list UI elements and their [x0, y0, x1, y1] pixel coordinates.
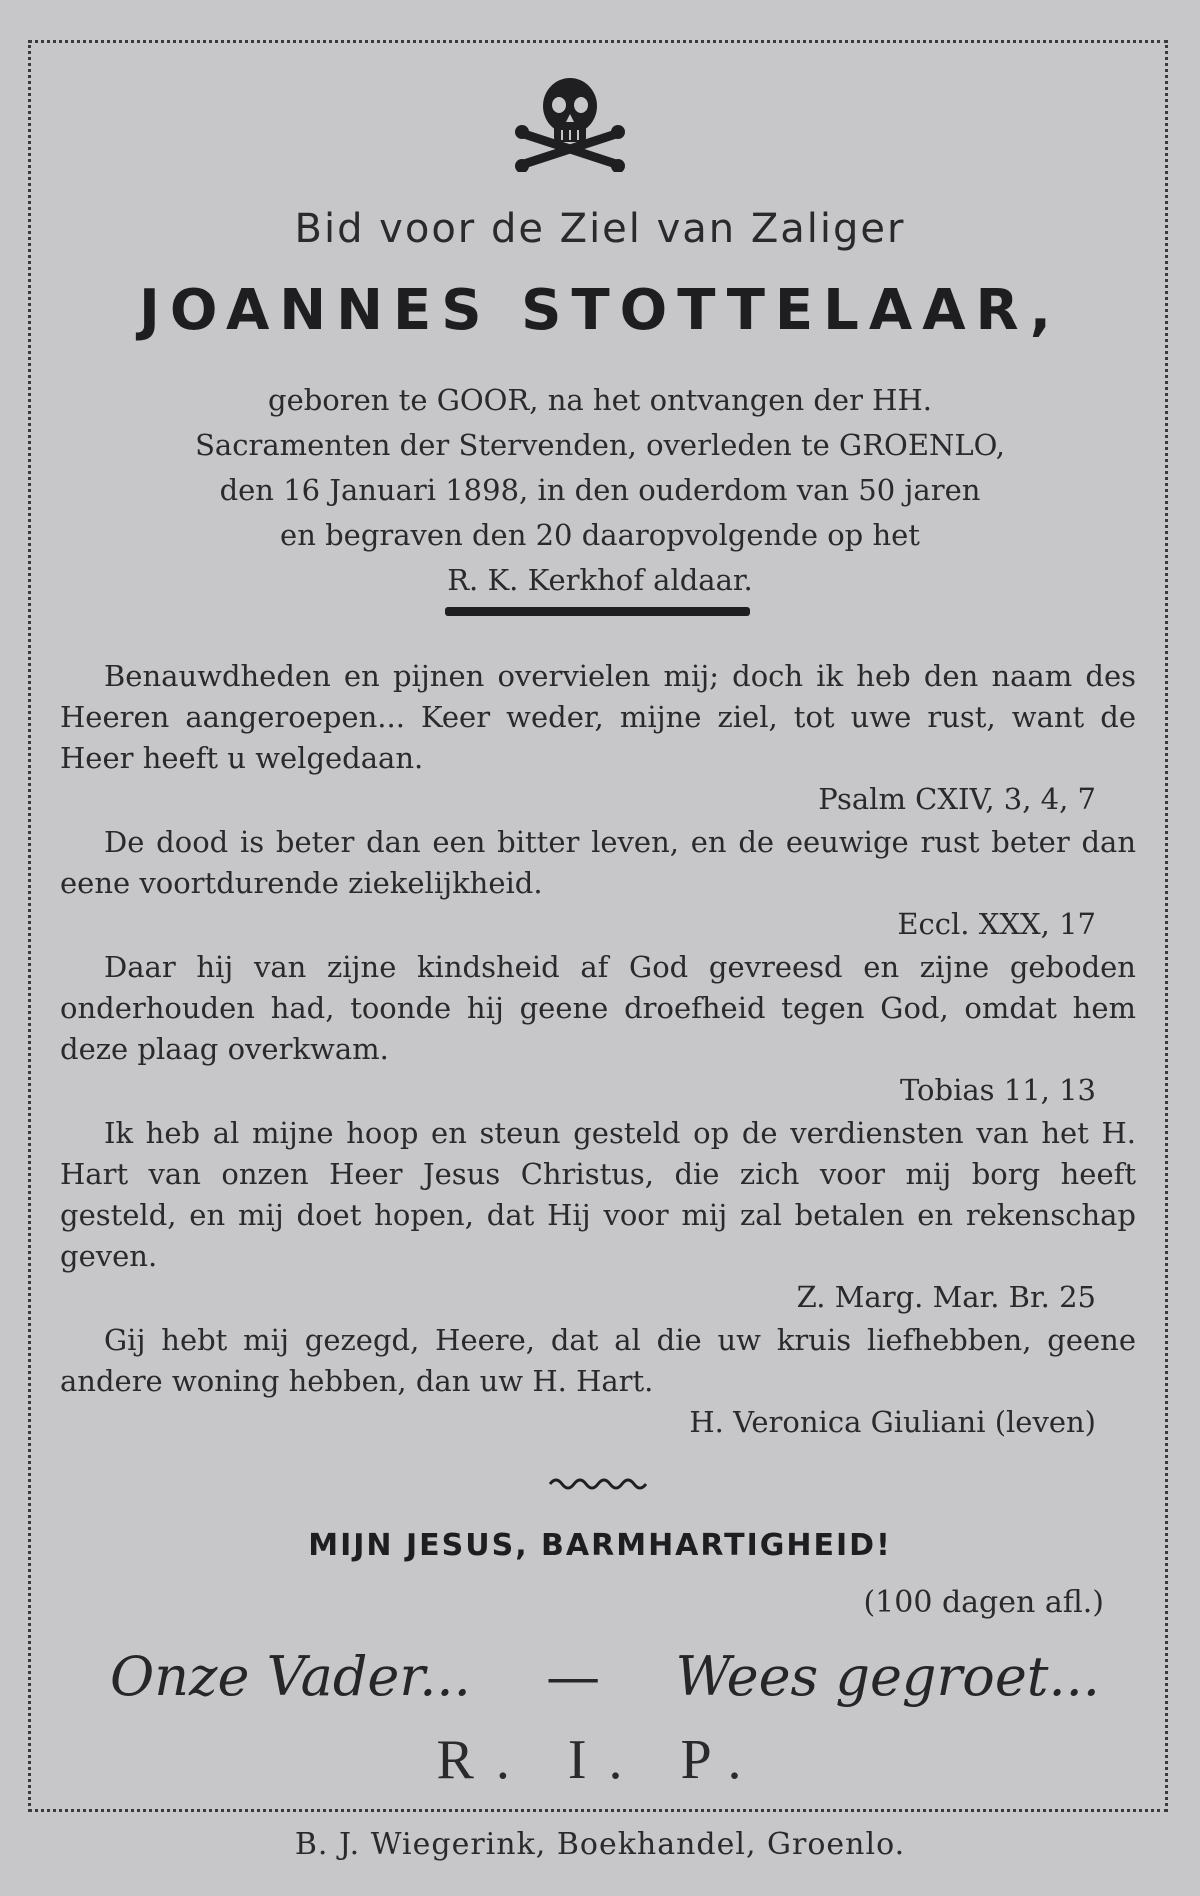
- verse-source: Psalm CXIV, 3, 4, 7: [818, 782, 1096, 816]
- indulgence-note: (100 dagen afl.): [863, 1585, 1104, 1620]
- prayers-line: [110, 1645, 1100, 1708]
- biography-line: geboren te GOOR, na het ontvangen der HH.: [268, 383, 932, 417]
- skull-crossbones-icon: [510, 72, 630, 172]
- biography-text: [60, 378, 1140, 603]
- verse-source: H. Veronica Giuliani (leven): [689, 1405, 1096, 1439]
- prayer-our-father: Onze Vader...: [110, 1645, 471, 1708]
- biography-line: den 16 Januari 1898, in den ouderdom van 50 jaren: [219, 473, 981, 507]
- biography-line: R. K. Kerkhof aldaar.: [447, 563, 753, 597]
- verse-source: Eccl. XXX, 17: [897, 907, 1096, 941]
- biography-line: Sacramenten der Stervenden, overleden te GROENLO,: [195, 428, 1005, 462]
- verse-text: De dood is beter dan een bitter leven, en de eeuwige rust beter dan eene voortdurende ziekelijkheid.: [60, 825, 1136, 900]
- verse-source: Z. Marg. Mar. Br. 25: [796, 1280, 1096, 1314]
- prayer-separator: —: [546, 1645, 601, 1708]
- verses-section: [60, 656, 1136, 1445]
- biography-line: en begraven den 20 daaropvolgende op het: [280, 518, 920, 552]
- rip-text: R. I. P.: [436, 1729, 764, 1791]
- prayer-hail-mary: Wees gegroet...: [675, 1645, 1100, 1708]
- wavy-ornament-icon: [548, 1474, 652, 1494]
- verse-text: Benauwdheden en pijnen overvielen mij; doch ik heb den naam des Heeren aangeroepen... Keer weder, mijne ziel, tot uwe rust, want de Heer heeft u welgedaan.: [60, 659, 1136, 775]
- card-header: Bid voor de Ziel van Zaliger: [294, 206, 906, 252]
- divider-rule: [445, 607, 750, 616]
- verse-text: Ik heb al mijne hoop en steun gesteld op de verdiensten van het H. Hart van onzen Heer Jesus Christus, die zich voor mij borg heeft gesteld, en mij doet hopen, dat Hij voor mij zal betalen en rekenschap geven.: [60, 1116, 1136, 1273]
- verse-source: Tobias 11, 13: [899, 1073, 1096, 1107]
- invocation: MIJN JESUS, BARMHARTIGHEID!: [308, 1528, 892, 1563]
- verse-text: Daar hij van zijne kindsheid af God gevreesd en zijne geboden onderhouden had, toonde hij geene droefheid tegen God, omdat hem deze plaag overkwam.: [60, 950, 1136, 1066]
- printer-imprint: B. J. Wiegerink, Boekhandel, Groenlo.: [294, 1827, 906, 1862]
- verse-text: Gij hebt mij gezegd, Heere, dat al die uw kruis liefhebben, geene andere woning hebben, dan uw H. Hart.: [60, 1323, 1136, 1398]
- deceased-name: JOANNES STOTTELAAR,: [139, 278, 1061, 343]
